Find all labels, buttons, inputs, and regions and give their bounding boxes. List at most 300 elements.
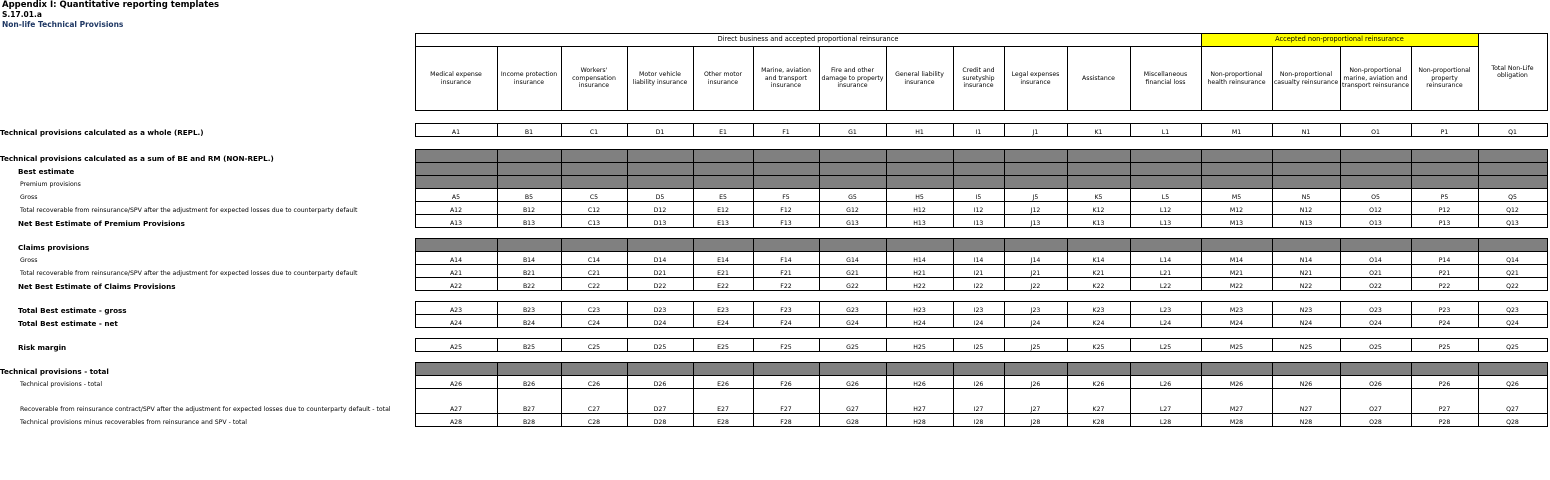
cell-ref[interactable]: A23 bbox=[415, 302, 497, 315]
cell-ref[interactable]: P12 bbox=[1411, 202, 1478, 215]
cell-ref[interactable]: J1 bbox=[1004, 124, 1067, 137]
cell-ref[interactable]: G5 bbox=[819, 189, 886, 202]
gray-cell bbox=[953, 163, 1004, 176]
cell-ref[interactable]: B24 bbox=[497, 315, 561, 328]
cell-ref[interactable]: Q5 bbox=[1478, 189, 1547, 202]
cell-ref[interactable]: D12 bbox=[627, 202, 693, 215]
row-label: Risk margin bbox=[18, 343, 67, 352]
cell-ref[interactable]: D23 bbox=[627, 302, 693, 315]
gray-cell bbox=[1411, 150, 1478, 163]
cell-ref[interactable]: D21 bbox=[627, 265, 693, 278]
cell-ref[interactable]: L12 bbox=[1130, 202, 1201, 215]
cell-ref[interactable]: Q26 bbox=[1478, 376, 1547, 389]
cell-ref[interactable]: P27 bbox=[1411, 389, 1478, 414]
cell-ref[interactable]: N21 bbox=[1272, 265, 1340, 278]
cell-ref[interactable]: G21 bbox=[819, 265, 886, 278]
cell-ref[interactable]: M24 bbox=[1201, 315, 1272, 328]
gray-cell bbox=[627, 239, 693, 252]
cell-ref[interactable]: G12 bbox=[819, 202, 886, 215]
gray-cell bbox=[1340, 150, 1411, 163]
cell-ref[interactable]: F21 bbox=[753, 265, 819, 278]
gray-cell bbox=[1130, 150, 1201, 163]
cell-ref[interactable]: J25 bbox=[1004, 339, 1067, 352]
gray-cell bbox=[415, 239, 497, 252]
cell-ref[interactable]: B12 bbox=[497, 202, 561, 215]
cell-ref[interactable]: Q28 bbox=[1478, 414, 1547, 427]
cell-ref[interactable]: N1 bbox=[1272, 124, 1340, 137]
cell-ref[interactable]: L21 bbox=[1130, 265, 1201, 278]
cell-ref[interactable]: C1 bbox=[561, 124, 627, 137]
cell-ref[interactable]: L1 bbox=[1130, 124, 1201, 137]
gray-cell bbox=[1201, 176, 1272, 189]
cell-ref[interactable]: C28 bbox=[561, 414, 627, 427]
cell-ref[interactable]: K27 bbox=[1067, 389, 1130, 414]
cell-ref[interactable]: G27 bbox=[819, 389, 886, 414]
gray-cell bbox=[1340, 239, 1411, 252]
cell-ref[interactable]: J13 bbox=[1004, 215, 1067, 228]
cell-ref[interactable]: P5 bbox=[1411, 189, 1478, 202]
cell-ref[interactable]: O1 bbox=[1340, 124, 1411, 137]
cell-ref[interactable]: C14 bbox=[561, 252, 627, 265]
cell-ref[interactable]: G25 bbox=[819, 339, 886, 352]
cell-ref[interactable]: O23 bbox=[1340, 302, 1411, 315]
cell-ref[interactable]: E27 bbox=[693, 389, 753, 414]
cell-ref[interactable]: Q1 bbox=[1478, 124, 1547, 137]
cell-ref[interactable]: P26 bbox=[1411, 376, 1478, 389]
gray-cell bbox=[1130, 176, 1201, 189]
cell-ref[interactable]: H14 bbox=[886, 252, 953, 265]
cell-ref[interactable]: K26 bbox=[1067, 376, 1130, 389]
gray-cell bbox=[693, 150, 753, 163]
cell-ref[interactable]: O21 bbox=[1340, 265, 1411, 278]
cell-ref[interactable]: K1 bbox=[1067, 124, 1130, 137]
cell-ref[interactable]: D28 bbox=[627, 414, 693, 427]
cell-ref[interactable]: E12 bbox=[693, 202, 753, 215]
cell-ref[interactable]: I13 bbox=[953, 215, 1004, 228]
cell-ref[interactable]: K13 bbox=[1067, 215, 1130, 228]
cell-ref[interactable]: B27 bbox=[497, 389, 561, 414]
cell-ref[interactable]: G26 bbox=[819, 376, 886, 389]
cell-ref[interactable]: J26 bbox=[1004, 376, 1067, 389]
cell-ref[interactable]: B13 bbox=[497, 215, 561, 228]
cell-ref[interactable]: A22 bbox=[415, 278, 497, 291]
cell-ref[interactable]: F23 bbox=[753, 302, 819, 315]
cell-ref[interactable]: G1 bbox=[819, 124, 886, 137]
row-label: Net Best Estimate of Premium Provisions bbox=[18, 219, 185, 228]
gray-cell bbox=[1340, 176, 1411, 189]
cell-ref[interactable]: C23 bbox=[561, 302, 627, 315]
cell-ref[interactable]: I22 bbox=[953, 278, 1004, 291]
cell-ref[interactable]: E23 bbox=[693, 302, 753, 315]
cell-ref[interactable]: F13 bbox=[753, 215, 819, 228]
cell-ref[interactable]: H21 bbox=[886, 265, 953, 278]
cell-ref[interactable]: O26 bbox=[1340, 376, 1411, 389]
gray-cell bbox=[1130, 239, 1201, 252]
cell-ref[interactable]: Q24 bbox=[1478, 315, 1547, 328]
cell-ref[interactable]: L23 bbox=[1130, 302, 1201, 315]
cell-ref[interactable]: M13 bbox=[1201, 215, 1272, 228]
cell-ref[interactable]: M1 bbox=[1201, 124, 1272, 137]
cell-ref[interactable]: J27 bbox=[1004, 389, 1067, 414]
cell-ref[interactable]: I1 bbox=[953, 124, 1004, 137]
cell-ref[interactable]: I12 bbox=[953, 202, 1004, 215]
cell-ref[interactable]: A1 bbox=[415, 124, 497, 137]
cell-ref[interactable]: P22 bbox=[1411, 278, 1478, 291]
cell-ref[interactable]: C21 bbox=[561, 265, 627, 278]
cell-ref[interactable]: M27 bbox=[1201, 389, 1272, 414]
cell-ref[interactable]: E1 bbox=[693, 124, 753, 137]
cell-ref[interactable]: N5 bbox=[1272, 189, 1340, 202]
cell-ref[interactable]: O25 bbox=[1340, 339, 1411, 352]
cell-ref[interactable]: E14 bbox=[693, 252, 753, 265]
row-label: Total Best estimate - gross bbox=[18, 306, 127, 315]
cell-ref[interactable]: N14 bbox=[1272, 252, 1340, 265]
cell-ref[interactable]: N27 bbox=[1272, 389, 1340, 414]
gray-cell bbox=[1411, 239, 1478, 252]
cell-ref[interactable]: F27 bbox=[753, 389, 819, 414]
cell-ref[interactable]: H22 bbox=[886, 278, 953, 291]
cell-ref[interactable]: F14 bbox=[753, 252, 819, 265]
cell-ref[interactable]: H27 bbox=[886, 389, 953, 414]
cell-ref[interactable]: D13 bbox=[627, 215, 693, 228]
spacer bbox=[0, 291, 1547, 302]
cell-ref[interactable]: L26 bbox=[1130, 376, 1201, 389]
cell-ref[interactable]: E21 bbox=[693, 265, 753, 278]
cell-ref[interactable]: C22 bbox=[561, 278, 627, 291]
cell-ref[interactable]: P23 bbox=[1411, 302, 1478, 315]
cell-ref[interactable]: J22 bbox=[1004, 278, 1067, 291]
gray-cell bbox=[1004, 163, 1067, 176]
cell-ref[interactable]: O5 bbox=[1340, 189, 1411, 202]
gray-cell bbox=[886, 163, 953, 176]
cell-ref[interactable]: H28 bbox=[886, 414, 953, 427]
cell-ref[interactable]: B1 bbox=[497, 124, 561, 137]
column-header: Marine, aviation and transport insurance bbox=[753, 47, 819, 111]
gray-cell bbox=[753, 239, 819, 252]
cell-ref[interactable]: P13 bbox=[1411, 215, 1478, 228]
gray-cell bbox=[693, 239, 753, 252]
cell-ref[interactable]: G22 bbox=[819, 278, 886, 291]
cell-ref[interactable]: L25 bbox=[1130, 339, 1201, 352]
gray-cell bbox=[753, 150, 819, 163]
cell-ref[interactable]: E5 bbox=[693, 189, 753, 202]
cell-ref[interactable]: H12 bbox=[886, 202, 953, 215]
cell-ref[interactable]: M28 bbox=[1201, 414, 1272, 427]
spacer bbox=[0, 111, 1547, 124]
gray-cell bbox=[693, 163, 753, 176]
cell-ref[interactable]: P14 bbox=[1411, 252, 1478, 265]
cell-ref[interactable]: A26 bbox=[415, 376, 497, 389]
cell-ref[interactable]: G23 bbox=[819, 302, 886, 315]
gray-cell bbox=[1004, 176, 1067, 189]
cell-ref[interactable]: I26 bbox=[953, 376, 1004, 389]
cell-ref[interactable]: A5 bbox=[415, 189, 497, 202]
column-header: Motor vehicle liability insurance bbox=[627, 47, 693, 111]
cell-ref[interactable]: H26 bbox=[886, 376, 953, 389]
gray-cell bbox=[1004, 239, 1067, 252]
spacer bbox=[0, 328, 1547, 339]
row-label: Best estimate bbox=[18, 167, 75, 176]
cell-ref[interactable]: P28 bbox=[1411, 414, 1478, 427]
cell-ref[interactable]: P1 bbox=[1411, 124, 1478, 137]
cell-ref[interactable]: H13 bbox=[886, 215, 953, 228]
cell-ref[interactable]: K24 bbox=[1067, 315, 1130, 328]
column-header: Non-proportional property reinsurance bbox=[1411, 47, 1478, 111]
cell-ref[interactable]: O14 bbox=[1340, 252, 1411, 265]
cell-ref[interactable]: F22 bbox=[753, 278, 819, 291]
cell-ref[interactable]: L13 bbox=[1130, 215, 1201, 228]
gray-cell bbox=[1201, 363, 1272, 376]
cell-ref[interactable]: E24 bbox=[693, 315, 753, 328]
cell-ref[interactable]: B21 bbox=[497, 265, 561, 278]
cell-ref[interactable]: I21 bbox=[953, 265, 1004, 278]
cell-ref[interactable]: C26 bbox=[561, 376, 627, 389]
cell-ref[interactable]: N26 bbox=[1272, 376, 1340, 389]
cell-ref[interactable]: C13 bbox=[561, 215, 627, 228]
gray-cell bbox=[1411, 176, 1478, 189]
cell-ref[interactable]: M21 bbox=[1201, 265, 1272, 278]
gray-cell bbox=[886, 363, 953, 376]
cell-ref[interactable]: F12 bbox=[753, 202, 819, 215]
gray-cell bbox=[497, 163, 561, 176]
row-label: Premium provisions bbox=[20, 181, 81, 189]
row-label: Total recoverable from reinsurance/SPV after the adjustment for expected losses due to counterparty default bbox=[20, 270, 358, 278]
gray-cell bbox=[1478, 239, 1547, 252]
row-label: Technical provisions minus recoverables from reinsurance and SPV - total bbox=[20, 419, 247, 427]
cell-ref[interactable]: J14 bbox=[1004, 252, 1067, 265]
cell-ref[interactable]: K12 bbox=[1067, 202, 1130, 215]
cell-ref[interactable]: A21 bbox=[415, 265, 497, 278]
gray-cell bbox=[819, 163, 886, 176]
cell-ref[interactable]: M12 bbox=[1201, 202, 1272, 215]
cell-ref[interactable]: M5 bbox=[1201, 189, 1272, 202]
cell-ref[interactable]: N12 bbox=[1272, 202, 1340, 215]
cell-ref[interactable]: K5 bbox=[1067, 189, 1130, 202]
cell-ref[interactable]: K28 bbox=[1067, 414, 1130, 427]
cell-ref[interactable]: O13 bbox=[1340, 215, 1411, 228]
gray-cell bbox=[1340, 163, 1411, 176]
cell-ref[interactable]: H25 bbox=[886, 339, 953, 352]
cell-ref[interactable]: Q12 bbox=[1478, 202, 1547, 215]
cell-ref[interactable]: L28 bbox=[1130, 414, 1201, 427]
cell-ref[interactable]: D14 bbox=[627, 252, 693, 265]
cell-ref[interactable]: N13 bbox=[1272, 215, 1340, 228]
column-header: Legal expenses insurance bbox=[1004, 47, 1067, 111]
group-accepted-non-proportional: Accepted non-proportional reinsurance bbox=[1201, 34, 1478, 47]
cell-ref[interactable]: M23 bbox=[1201, 302, 1272, 315]
cell-ref[interactable]: M26 bbox=[1201, 376, 1272, 389]
gray-cell bbox=[415, 163, 497, 176]
cell-ref[interactable]: A12 bbox=[415, 202, 497, 215]
cell-ref[interactable]: B23 bbox=[497, 302, 561, 315]
cell-ref[interactable]: A27 bbox=[415, 389, 497, 414]
cell-ref[interactable]: N22 bbox=[1272, 278, 1340, 291]
gray-cell bbox=[886, 239, 953, 252]
cell-ref[interactable]: J28 bbox=[1004, 414, 1067, 427]
cell-ref[interactable]: B22 bbox=[497, 278, 561, 291]
spacer bbox=[0, 137, 1547, 150]
gray-cell bbox=[627, 363, 693, 376]
cell-ref[interactable]: E22 bbox=[693, 278, 753, 291]
cell-ref[interactable]: C27 bbox=[561, 389, 627, 414]
cell-ref[interactable]: F25 bbox=[753, 339, 819, 352]
cell-ref[interactable]: E26 bbox=[693, 376, 753, 389]
cell-ref[interactable]: H23 bbox=[886, 302, 953, 315]
cell-ref[interactable]: J12 bbox=[1004, 202, 1067, 215]
gray-cell bbox=[627, 176, 693, 189]
cell-ref[interactable]: N28 bbox=[1272, 414, 1340, 427]
cell-ref[interactable]: F5 bbox=[753, 189, 819, 202]
gray-cell bbox=[953, 150, 1004, 163]
gray-cell bbox=[561, 176, 627, 189]
cell-ref[interactable]: I23 bbox=[953, 302, 1004, 315]
cell-ref[interactable]: K21 bbox=[1067, 265, 1130, 278]
gray-cell bbox=[561, 239, 627, 252]
gray-cell bbox=[497, 150, 561, 163]
cell-ref[interactable]: J23 bbox=[1004, 302, 1067, 315]
cell-ref[interactable]: G28 bbox=[819, 414, 886, 427]
row-label: Gross bbox=[20, 194, 38, 202]
gray-cell bbox=[819, 363, 886, 376]
cell-ref[interactable]: B14 bbox=[497, 252, 561, 265]
cell-ref[interactable]: K14 bbox=[1067, 252, 1130, 265]
cell-ref[interactable]: O22 bbox=[1340, 278, 1411, 291]
cell-ref[interactable]: M25 bbox=[1201, 339, 1272, 352]
cell-ref[interactable]: C12 bbox=[561, 202, 627, 215]
cell-ref[interactable]: I5 bbox=[953, 189, 1004, 202]
cell-ref[interactable]: E28 bbox=[693, 414, 753, 427]
cell-ref[interactable]: K23 bbox=[1067, 302, 1130, 315]
cell-ref[interactable]: D27 bbox=[627, 389, 693, 414]
gray-cell bbox=[415, 176, 497, 189]
cell-ref[interactable]: I28 bbox=[953, 414, 1004, 427]
cell-ref[interactable]: G14 bbox=[819, 252, 886, 265]
cell-ref[interactable]: A13 bbox=[415, 215, 497, 228]
cell-ref[interactable]: O28 bbox=[1340, 414, 1411, 427]
cell-ref[interactable]: E25 bbox=[693, 339, 753, 352]
cell-ref[interactable]: I24 bbox=[953, 315, 1004, 328]
cell-ref[interactable]: F26 bbox=[753, 376, 819, 389]
cell-ref[interactable]: B25 bbox=[497, 339, 561, 352]
cell-ref[interactable]: F1 bbox=[753, 124, 819, 137]
cell-ref[interactable]: H24 bbox=[886, 315, 953, 328]
cell-ref[interactable]: A25 bbox=[415, 339, 497, 352]
gray-cell bbox=[1340, 363, 1411, 376]
cell-ref[interactable]: K22 bbox=[1067, 278, 1130, 291]
cell-ref[interactable]: G13 bbox=[819, 215, 886, 228]
cell-ref[interactable]: Q13 bbox=[1478, 215, 1547, 228]
column-header: Fire and other damage to property insurance bbox=[819, 47, 886, 111]
cell-ref[interactable]: P24 bbox=[1411, 315, 1478, 328]
cell-ref[interactable]: C24 bbox=[561, 315, 627, 328]
cell-ref[interactable]: E13 bbox=[693, 215, 753, 228]
cell-ref[interactable]: Q25 bbox=[1478, 339, 1547, 352]
cell-ref[interactable]: F24 bbox=[753, 315, 819, 328]
cell-ref[interactable]: O27 bbox=[1340, 389, 1411, 414]
cell-ref[interactable]: O24 bbox=[1340, 315, 1411, 328]
column-header: Other motor insurance bbox=[693, 47, 753, 111]
gray-cell bbox=[1411, 163, 1478, 176]
cell-ref[interactable]: A24 bbox=[415, 315, 497, 328]
cell-ref[interactable]: L14 bbox=[1130, 252, 1201, 265]
gray-cell bbox=[819, 176, 886, 189]
cell-ref[interactable]: J24 bbox=[1004, 315, 1067, 328]
cell-ref[interactable]: P21 bbox=[1411, 265, 1478, 278]
column-header: Income protection insurance bbox=[497, 47, 561, 111]
cell-ref[interactable]: N25 bbox=[1272, 339, 1340, 352]
cell-ref[interactable]: Q14 bbox=[1478, 252, 1547, 265]
cell-ref[interactable]: L5 bbox=[1130, 189, 1201, 202]
cell-ref[interactable]: L24 bbox=[1130, 315, 1201, 328]
cell-ref[interactable]: K25 bbox=[1067, 339, 1130, 352]
cell-ref[interactable]: Q21 bbox=[1478, 265, 1547, 278]
cell-ref[interactable]: A28 bbox=[415, 414, 497, 427]
cell-ref[interactable]: A14 bbox=[415, 252, 497, 265]
template-code: S.17.01.a bbox=[2, 10, 42, 19]
gray-cell bbox=[1478, 176, 1547, 189]
gray-cell bbox=[886, 150, 953, 163]
cell-ref[interactable]: I27 bbox=[953, 389, 1004, 414]
row-label: Claims provisions bbox=[18, 243, 90, 252]
gray-cell bbox=[627, 163, 693, 176]
cell-ref[interactable]: Q23 bbox=[1478, 302, 1547, 315]
cell-ref[interactable]: G24 bbox=[819, 315, 886, 328]
gray-cell bbox=[693, 176, 753, 189]
cell-ref[interactable]: B5 bbox=[497, 189, 561, 202]
cell-ref[interactable]: D5 bbox=[627, 189, 693, 202]
column-header: Workers' compensation insurance bbox=[561, 47, 627, 111]
cell-ref[interactable]: H1 bbox=[886, 124, 953, 137]
cell-ref[interactable]: F28 bbox=[753, 414, 819, 427]
cell-ref[interactable]: O12 bbox=[1340, 202, 1411, 215]
gray-cell bbox=[1201, 239, 1272, 252]
cell-ref[interactable]: M22 bbox=[1201, 278, 1272, 291]
gray-cell bbox=[497, 363, 561, 376]
gray-cell bbox=[1478, 363, 1547, 376]
gray-cell bbox=[753, 176, 819, 189]
column-header-total: Total Non-Life obligation bbox=[1478, 34, 1547, 111]
cell-ref[interactable]: N24 bbox=[1272, 315, 1340, 328]
gray-cell bbox=[753, 163, 819, 176]
cell-ref[interactable]: Q27 bbox=[1478, 389, 1547, 414]
cell-ref[interactable]: D25 bbox=[627, 339, 693, 352]
cell-ref[interactable]: Q22 bbox=[1478, 278, 1547, 291]
cell-ref[interactable]: L27 bbox=[1130, 389, 1201, 414]
cell-ref[interactable]: M14 bbox=[1201, 252, 1272, 265]
cell-ref[interactable]: D26 bbox=[627, 376, 693, 389]
cell-ref[interactable]: J5 bbox=[1004, 189, 1067, 202]
column-header: Non-proportional casualty reinsurance bbox=[1272, 47, 1340, 111]
row-label: Total recoverable from reinsurance/SPV after the adjustment for expected losses due to counterparty default bbox=[20, 207, 358, 215]
gray-cell bbox=[1130, 363, 1201, 376]
cell-ref[interactable]: N23 bbox=[1272, 302, 1340, 315]
cell-ref[interactable]: L22 bbox=[1130, 278, 1201, 291]
cell-ref[interactable]: I14 bbox=[953, 252, 1004, 265]
row-label: Technical provisions calculated as a whole (REPL.) bbox=[0, 128, 204, 137]
cell-ref[interactable]: D22 bbox=[627, 278, 693, 291]
cell-ref[interactable]: D24 bbox=[627, 315, 693, 328]
cell-ref[interactable]: C25 bbox=[561, 339, 627, 352]
cell-ref[interactable]: P25 bbox=[1411, 339, 1478, 352]
cell-ref[interactable]: B28 bbox=[497, 414, 561, 427]
cell-ref[interactable]: J21 bbox=[1004, 265, 1067, 278]
cell-ref[interactable]: D1 bbox=[627, 124, 693, 137]
cell-ref[interactable]: H5 bbox=[886, 189, 953, 202]
spacer bbox=[0, 228, 1547, 239]
cell-ref[interactable]: C5 bbox=[561, 189, 627, 202]
cell-ref[interactable]: B26 bbox=[497, 376, 561, 389]
cell-ref[interactable]: I25 bbox=[953, 339, 1004, 352]
